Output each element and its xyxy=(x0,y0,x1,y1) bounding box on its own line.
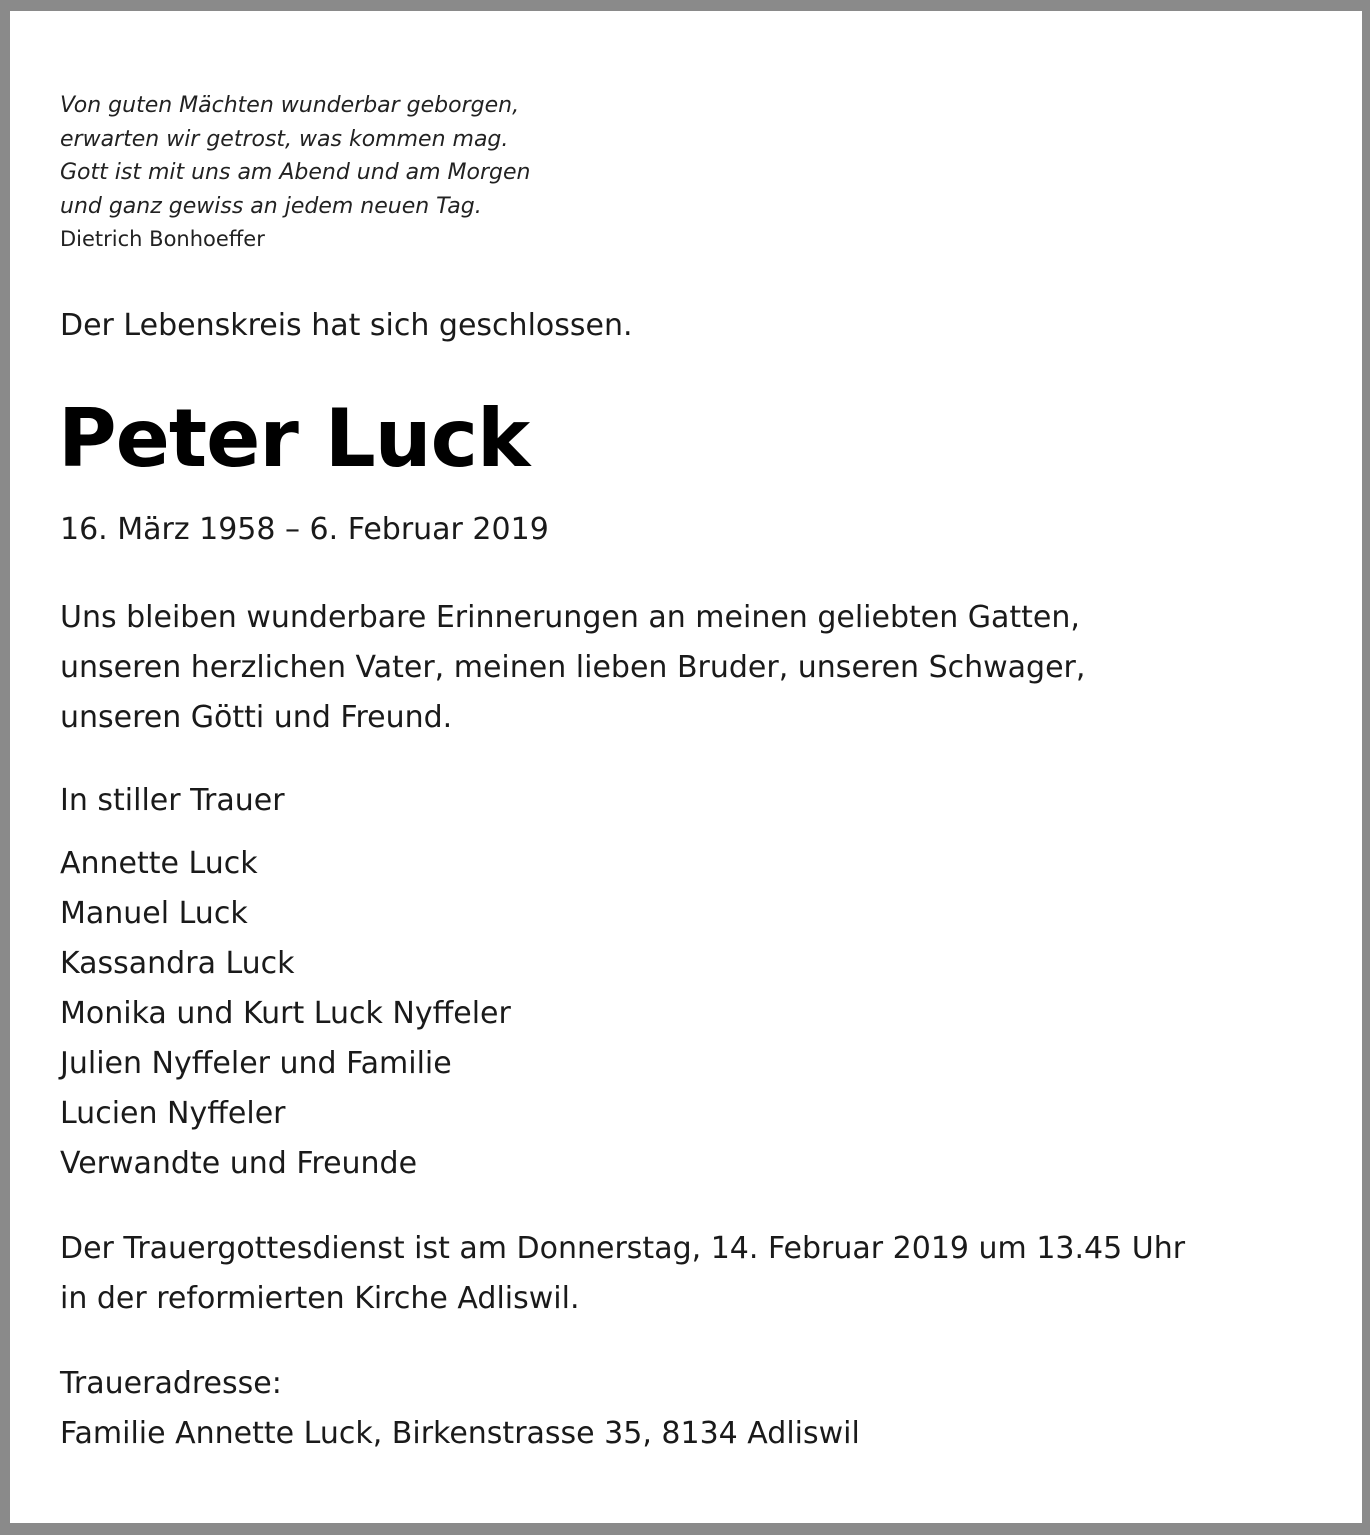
mourner-name: Annette Luck xyxy=(60,846,258,881)
mourners-list xyxy=(60,839,511,1189)
memory-paragraph xyxy=(60,593,1085,743)
lead-sentence: Der Lebenskreis hat sich geschlossen. xyxy=(60,308,633,343)
memory-line: unseren herzlichen Vater, meinen lieben Bruder, unseren Schwager, xyxy=(60,650,1086,685)
mourner-name: Kassandra Luck xyxy=(60,946,295,981)
obituary-notice xyxy=(10,11,1362,1523)
memory-line: Uns bleiben wunderbare Erinnerungen an meinen geliebten Gatten, xyxy=(60,600,1080,635)
mourner-name: Julien Nyffeler und Familie xyxy=(60,1046,452,1081)
service-line: in der reformierten Kirche Adliswil. xyxy=(60,1281,580,1316)
life-dates: 16. März 1958 – 6. Februar 2019 xyxy=(60,512,549,547)
mourner-name: Verwandte und Freunde xyxy=(60,1146,418,1181)
mourning-label: In stiller Trauer xyxy=(60,783,285,818)
memory-line: unseren Götti und Freund. xyxy=(60,700,453,735)
address-label: Traueradresse: xyxy=(60,1366,282,1401)
service-line: Der Trauergottesdienst ist am Donnerstag, 14. Februar 2019 um 13.45 Uhr xyxy=(60,1231,1186,1266)
bonhoeffer-quote xyxy=(60,89,531,257)
deceased-name: Peter Luck xyxy=(58,392,530,485)
mourner-name: Monika und Kurt Luck Nyffeler xyxy=(60,996,511,1031)
funeral-service-info xyxy=(60,1224,1185,1324)
address-value: Familie Annette Luck, Birkenstrasse 35, 8134 Adliswil xyxy=(60,1416,860,1451)
mourning-address xyxy=(60,1359,860,1459)
quote-line: und ganz gewiss an jedem neuen Tag. xyxy=(60,193,482,219)
mourner-name: Lucien Nyffeler xyxy=(60,1096,286,1131)
quote-author: Dietrich Bonhoeffer xyxy=(60,227,265,251)
mourner-name: Manuel Luck xyxy=(60,896,248,931)
quote-line: Von guten Mächten wunderbar geborgen, xyxy=(60,93,520,118)
quote-line: Gott ist mit uns am Abend und am Morgen xyxy=(60,160,531,185)
quote-line: erwarten wir getrost, was kommen mag. xyxy=(60,126,509,152)
